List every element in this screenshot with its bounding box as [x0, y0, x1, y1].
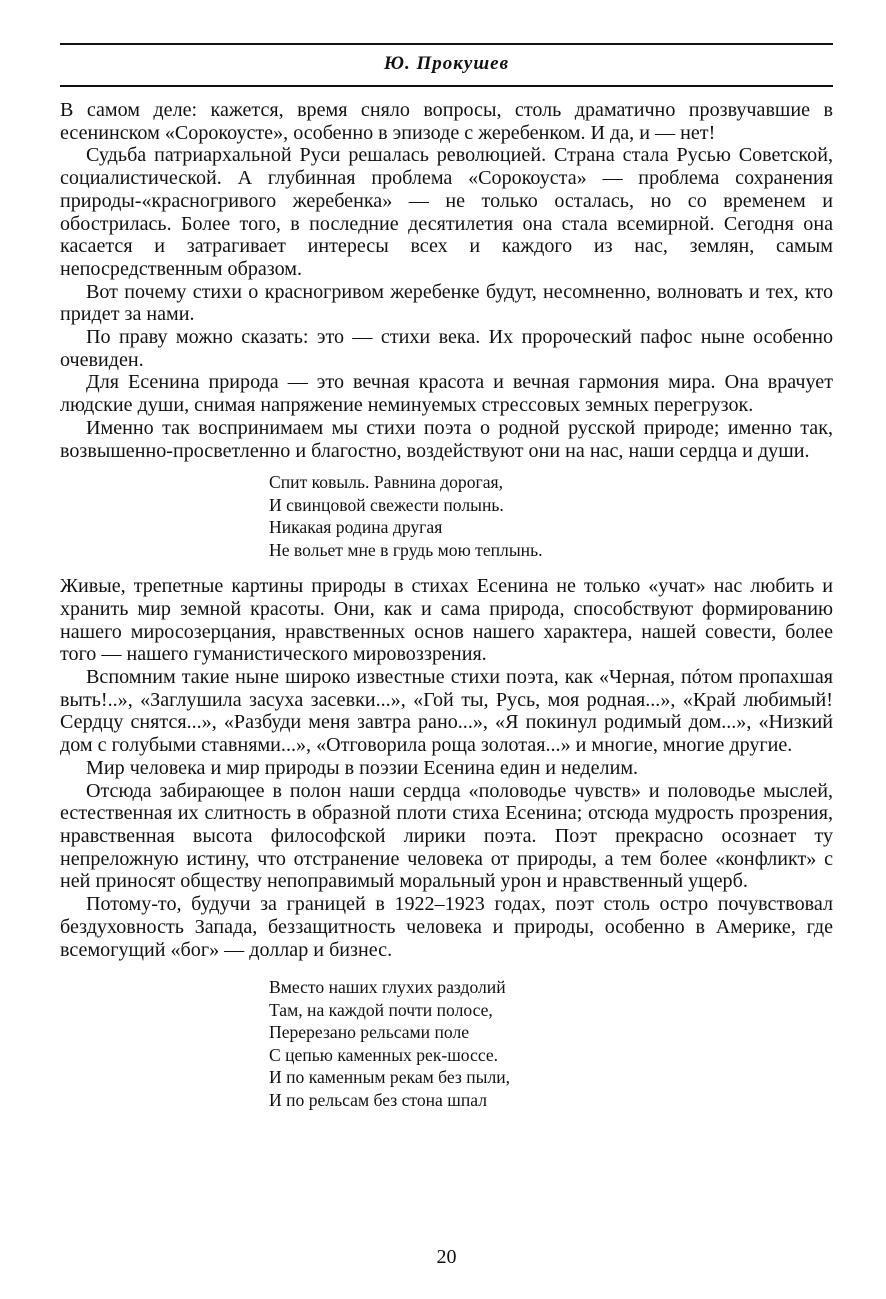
- paragraph: По праву можно сказать: это — стихи века. Их пророческий пафос ныне особенно очевиден.: [60, 326, 833, 371]
- verse-line: И по рельсам без стона шпал: [269, 1089, 487, 1110]
- verse-line: И свинцовой свежести полынь.: [269, 494, 504, 515]
- verse-line: И по каменным рекам без пыли,: [269, 1067, 511, 1088]
- verse-quote: [269, 471, 833, 561]
- body-text: [60, 99, 833, 1121]
- paragraph: В самом деле: кажется, время сняло вопросы, столь драматично прозвучавшие в есенинском «Сорокоусте», особенно в эпизоде с жеребенком. И да, и — нет!: [60, 99, 833, 144]
- verse-line: Никакая родина другая: [269, 517, 443, 538]
- verse-line: Не вольет мне в грудь мою теплынь.: [269, 539, 543, 560]
- running-head: Ю. Прокушев: [383, 53, 510, 74]
- verse-line: Спит ковыль. Равнина дорогая,: [269, 472, 504, 493]
- paragraph: Живые, трепетные картины природы в стихах Есенина не только «учат» нас любить и хранить мир земной красоты. Они, как и сама природа, способствуют формированию нашего миросозерцания, нравственных основ нашего характера, нашей совести, более того — нашего гуманистического мировоззрения.: [60, 575, 833, 666]
- page-number: 20: [436, 1246, 457, 1268]
- verse-line: Перерезано рельсами поле: [269, 1022, 470, 1043]
- verse-line: Там, на каждой почти полосе,: [269, 999, 493, 1020]
- paragraph: Для Есенина природа — это вечная красота и вечная гармония мира. Она врачует людские души, снимая напряжение неминуемых стрессовых земных перегрузок.: [60, 371, 833, 417]
- paragraph: Потому-то, будучи за границей в 1922–1923 годах, поэт столь остро почувствовал бездуховность Запада, беззащитность человека и природы, особенно в Америке, где всемогущий «бог» — доллар и бизнес.: [60, 893, 833, 961]
- header-top-rule: [60, 43, 833, 45]
- paragraph: Вот почему стихи о красногривом жеребенке будут, несомненно, волновать и тех, кто придет за нами.: [60, 280, 833, 326]
- header-bottom-rule: [60, 85, 833, 87]
- verse-line: Вместо наших глухих раздолий: [269, 977, 506, 998]
- paragraph: Отсюда забирающее в полон наши сердца «половодье чувств» и половодье мыслей, естественная их слитность в образной плоти стиха Есенина; отсюда мудрость прозрения, нравственная высота философской лирики поэта. Поэт прекрасно осознает ту непреложную истину, что отстранение человека от природы, а тем более «конфликт» с ней приносят обществу непоправимый моральный урон и нравственный ущерб.: [60, 779, 833, 893]
- paragraph: Вспомним такие ныне широко известные стихи поэта, как «Черная, пóтом пропахшая выть!..», «Заглушила засуха засевки...», «Гой ты, Русь, моя родная...», «Край любимый! Сердцу снятся...», «Разбуди меня завтра рано...», «Я покинул родимый дом...», «Низкий дом с голубыми ставнями...», «Отговорила роща золотая...» и многие, многие другие.: [60, 666, 833, 757]
- paragraph: Мир человека и мир природы в поэзии Есенина един и неделим.: [86, 756, 639, 779]
- verse-line: С цепью каменных рек-шоссе.: [269, 1044, 499, 1065]
- paragraph: Именно так воспринимаем мы стихи поэта о родной русской природе; именно так, возвышенно-просветленно и благостно, воздействуют они на нас, наши сердца и души.: [60, 416, 833, 462]
- verse-quote: [269, 976, 833, 1111]
- paragraph: Судьба патриархальной Руси решалась революцией. Страна стала Русью Советской, социалистической. А глубинная проблема «Сорокоуста» — проблема сохранения природы-«красногривого жеребенка» — не только осталась, но со временем и обострилась. Более того, в последние десятилетия она стала всемирной. Сегодня она касается и затрагивает интересы всех и каждого из нас, землян, самым непосредственным образом.: [60, 144, 833, 280]
